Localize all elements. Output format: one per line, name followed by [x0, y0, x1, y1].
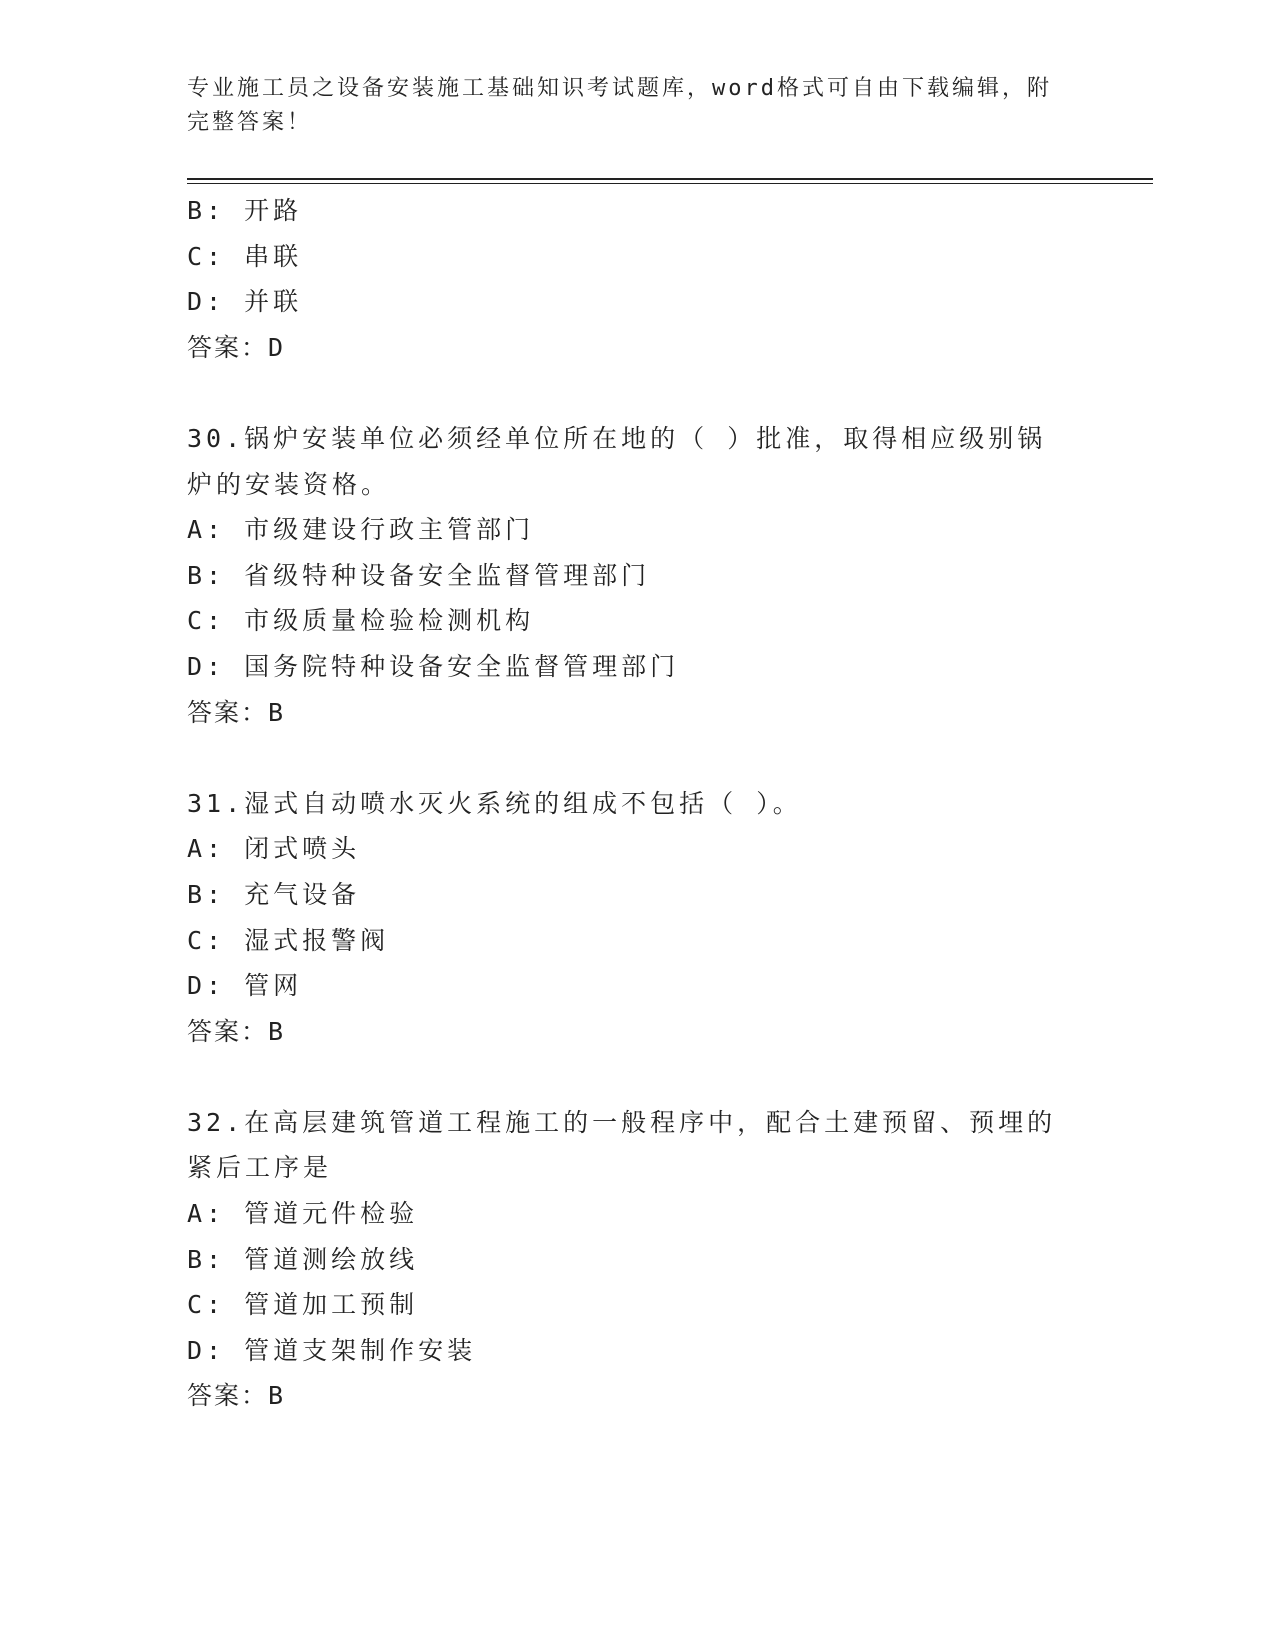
answer: 答案：D: [187, 332, 286, 362]
question-32: [187, 1100, 1087, 1419]
question-list: [187, 188, 1087, 1419]
prev-question-tail: [187, 188, 1087, 370]
header-divider-thin: [187, 183, 1153, 184]
question-stem: 30.锅炉安装单位必须经单位所在地的（ ）批准，取得相应级别锅炉的安装资格。: [187, 423, 1047, 499]
question-stem: 32.在高层建筑管道工程施工的一般程序中，配合土建预留、预埋的紧后工序是: [187, 1107, 1057, 1183]
answer: 答案：B: [187, 1381, 286, 1411]
option-d: D: 并联: [187, 287, 303, 317]
question-gap: [187, 735, 1087, 781]
option-a: A: 管道元件检验: [187, 1199, 419, 1229]
question-30: [187, 416, 1087, 735]
option-b: B: 充气设备: [187, 879, 361, 909]
option-d: D: 管道支架制作安装: [187, 1335, 477, 1365]
option-d: D: 国务院特种设备安全监督管理部门: [187, 651, 680, 681]
option-b: B: 管道测绘放线: [187, 1244, 419, 1274]
option-a: A: 市级建设行政主管部门: [187, 515, 535, 545]
header-divider: [187, 178, 1153, 180]
option-b: B: 开路: [187, 196, 303, 225]
question-31: [187, 781, 1087, 1055]
option-c: C: 串联: [187, 241, 303, 271]
option-c: C: 湿式报警阀: [187, 925, 390, 955]
option-d: D: 管网: [187, 971, 303, 1001]
document-title: 专业施工员之设备安装施工基础知识考试题库，word格式可自由下载编辑，附完整答案！: [187, 76, 1052, 135]
option-b: B: 省级特种设备安全监督管理部门: [187, 560, 651, 590]
question-gap: [187, 1054, 1087, 1100]
option-c: C: 市级质量检验检测机构: [187, 606, 535, 636]
question-stem: 31.湿式自动喷水灭火系统的组成不包括（ ）。: [187, 788, 802, 818]
option-a: A: 闭式喷头: [187, 834, 361, 864]
question-gap: [187, 370, 1087, 416]
option-c: C: 管道加工预制: [187, 1290, 419, 1320]
answer: 答案：B: [187, 1016, 286, 1046]
answer: 答案：B: [187, 697, 286, 727]
document-header: [187, 72, 1067, 140]
